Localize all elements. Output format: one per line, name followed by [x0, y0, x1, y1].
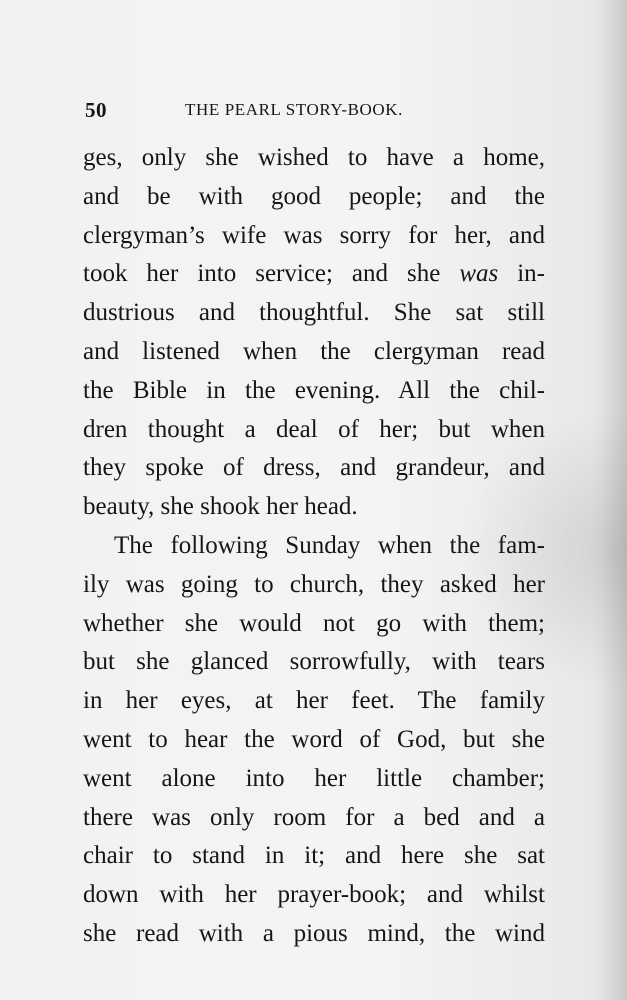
text-line: in her eyes, at her feet. The family	[83, 687, 545, 715]
text-line: whether she would not go with them;	[83, 609, 545, 637]
text-line: beauty, she shook her head.	[83, 493, 358, 521]
text-line: the Bible in the evening. All the chil-	[83, 376, 545, 404]
running-title: THE PEARL STORY-BOOK.	[185, 100, 404, 119]
text-line	[83, 255, 545, 294]
body-text	[83, 139, 545, 954]
text-line: chair to stand in it; and here she sat	[83, 842, 545, 870]
text-line: but she glanced sorrowfully, with tears	[83, 648, 545, 676]
text-line: went to hear the word of God, but she	[83, 725, 545, 753]
text-line: there was only room for a bed and a	[83, 803, 545, 831]
text-segment: took her into service; and she	[83, 260, 460, 288]
text-line: ily was going to church, they asked her	[83, 570, 545, 598]
text-line: and listened when the clergyman read	[83, 337, 545, 365]
text-line: The following Sunday when the fam-	[114, 531, 545, 559]
page-edge-shadow	[601, 0, 627, 1000]
text-line: down with her prayer-book; and whilst	[83, 881, 545, 909]
text-line: ges, only she wished to have a home,	[83, 144, 545, 171]
text-segment: in-	[498, 260, 545, 288]
text-line: they spoke of dress, and grandeur, and	[83, 454, 545, 482]
text-line: and be with good people; and the	[83, 182, 545, 210]
page-number: 50	[85, 98, 107, 122]
text-line: went alone into her little chamber;	[83, 764, 545, 792]
page-header	[83, 98, 543, 128]
text-line: dustrious and thoughtful. She sat still	[83, 299, 545, 327]
text-line: she read with a pious mind, the wind	[83, 919, 545, 947]
italic-emphasis: was	[459, 260, 499, 288]
text-line: clergyman’s wife was sorry for her, and	[83, 221, 545, 249]
text-line: dren thought a deal of her; but when	[83, 415, 545, 443]
